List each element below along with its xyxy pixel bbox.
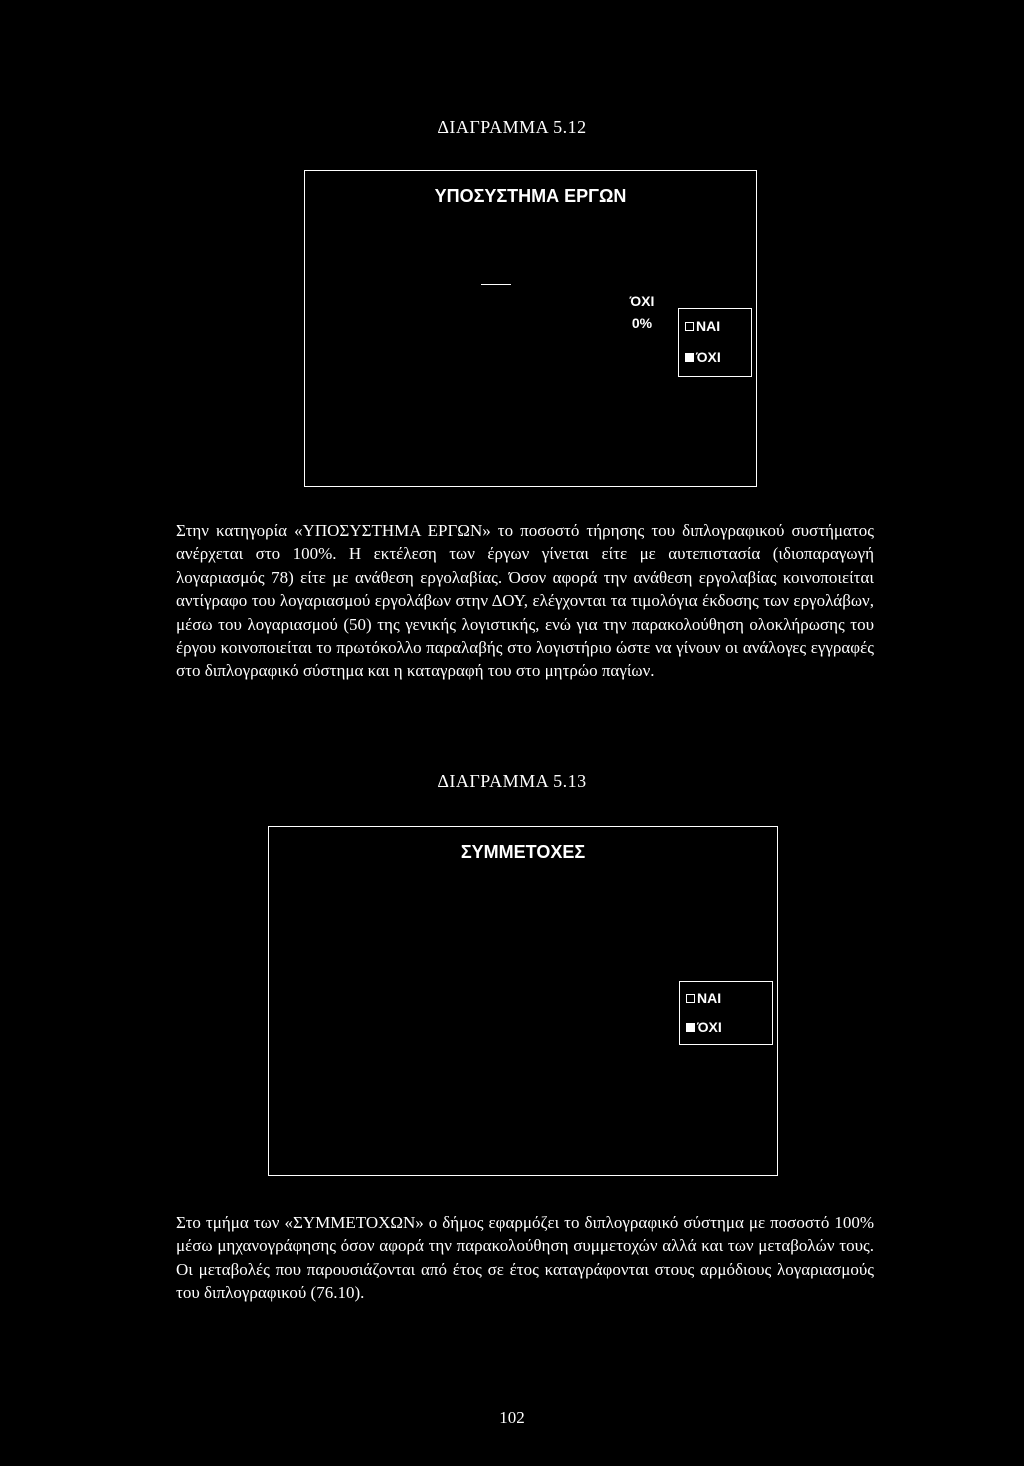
legend-swatch-filled — [685, 353, 694, 362]
legend-item — [685, 318, 720, 334]
chart-title: ΣΥΜΜΕΤΟΧΕΣ — [460, 842, 586, 862]
pie-label-category: ΌΧΙ — [629, 293, 655, 309]
chart-legend — [678, 308, 752, 377]
legend-label: ΝΑΙ — [697, 990, 722, 1006]
diagram-heading: ΔΙΑΓΡΑΜΜΑ 5.13 — [437, 771, 587, 791]
body-paragraph: Στην κατηγορία «ΥΠΟΣΥΣΤΗΜΑ ΕΡΓΩΝ» το ποσοστό τήρησης του διπλογραφικού συστήματος ανέρχεται στο 100%. Η εκτέλεση των έργων γίνεται είτε με αυτεπιστασία (ιδιοπαραγωγή λογαριασμός 78) είτε με ανάθεση εργολαβίας. Όσον αφορά την ανάθεση εργολαβίας κοινοποιείται αντίγραφο του λογαριασμού εργολάβων στην ΔΟΥ, ελέγχονται τα τιμολόγια έκδοσης των εργολάβων, μέσω του λογαριασμού (50) της γενικής λογιστικής, ενώ για την παρακολούθηση ολοκλήρωσης του έργου κοινοποιείται το πρωτόκολλο παραλαβής στο λογιστήριο ώστε να γίνουν οι ανάλογες εγγραφές στο διπλογραφικό σύστημα και η καταγραφή του στο μητρώο παγίων. — [176, 521, 874, 681]
legend-item — [685, 349, 721, 365]
diagram-heading: ΔΙΑΓΡΑΜΜΑ 5.12 — [437, 117, 587, 137]
pie-label-percent: 0% — [631, 315, 653, 331]
legend-swatch-filled — [686, 1023, 695, 1032]
body-paragraph: Στο τμήμα των «ΣΥΜΜΕΤΟΧΩΝ» ο δήμος εφαρμόζει το διπλογραφικό σύστημα με ποσοστό 100% μέσω μηχανογράφησης όσον αφορά την παρακολούθηση συμμετοχών αλλά και των μεταβολών τους. Οι μεταβολές που παρουσιάζονται από έτος σε έτος καταγράφονται στους αρμόδιους λογαριασμούς του διπλογραφικού (76.10). — [176, 1213, 874, 1303]
legend-swatch-empty — [686, 994, 695, 1003]
legend-label: ΌΧΙ — [697, 1019, 722, 1035]
legend-label: ΝΑΙ — [696, 318, 721, 334]
chart-title: ΥΠΟΣΥΣΤΗΜΑ ΕΡΓΩΝ — [434, 186, 627, 206]
legend-swatch-empty — [685, 322, 694, 331]
legend-item — [686, 1019, 722, 1035]
pie-leader-line — [481, 284, 511, 285]
chart-frame — [268, 826, 778, 1176]
chart-frame — [304, 170, 757, 487]
legend-label: ΌΧΙ — [696, 349, 721, 365]
page-number: 102 — [499, 1408, 525, 1427]
legend-item — [686, 990, 721, 1006]
chart-legend — [679, 981, 773, 1045]
